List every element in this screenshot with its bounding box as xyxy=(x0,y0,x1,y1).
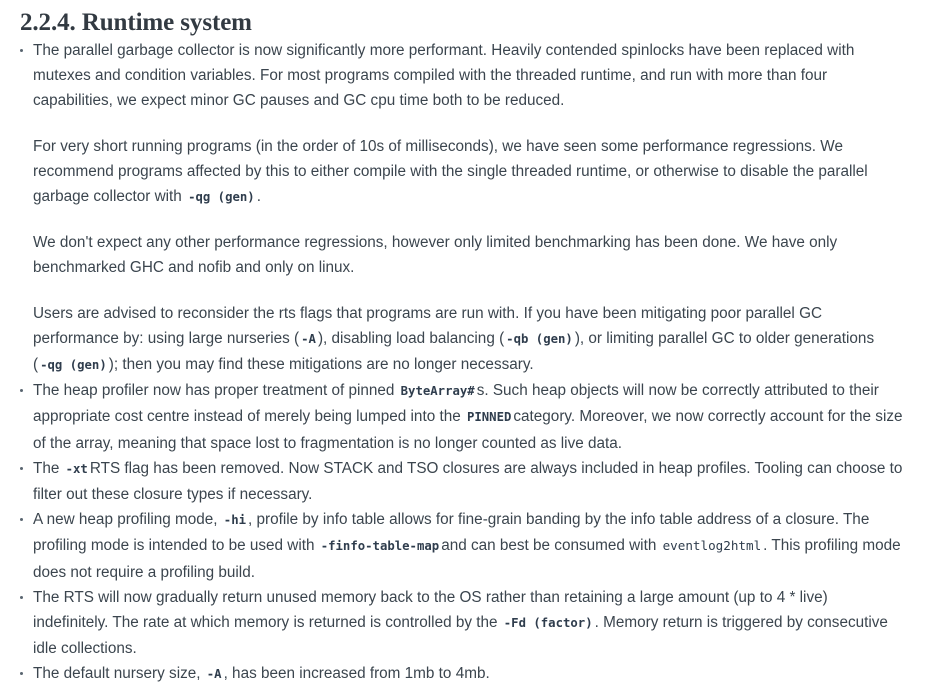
paragraph xyxy=(33,134,905,211)
text-run: , profile by info table allows for fine-grain banding by the info table address of a closure. The profiling mode is intended to be used with xyxy=(33,511,870,555)
inline-code: -xt xyxy=(65,461,88,476)
text-run: The xyxy=(33,459,64,477)
paragraph xyxy=(33,230,905,280)
text-run: , has been increased from 1mb to 4mb. xyxy=(223,665,490,683)
inline-code: ByteArray# xyxy=(400,384,475,399)
paragraph xyxy=(33,378,905,456)
inline-code: -qb (gen) xyxy=(506,331,573,346)
list-item xyxy=(0,507,947,585)
text-run: Users are advised to reconsider the rts flags that programs are run with. If you have been mitigating poor parallel GC performance by: using large nurseries ( xyxy=(33,304,823,347)
list-item xyxy=(0,661,947,687)
text-run: s. Such heap objects will now be correctly attributed to their appropriate cost centre instead of merely being lumped into the xyxy=(33,382,879,426)
text-run: . This profiling mode does not require a profiling build. xyxy=(33,537,901,581)
text-run: . Memory return is triggered by consecutive idle collections. xyxy=(33,614,888,658)
text-run: A new heap profiling mode, xyxy=(33,511,222,529)
paragraph xyxy=(33,661,905,687)
text-run: ); then you may find these mitigations are no longer necessary. xyxy=(108,356,534,374)
paragraph xyxy=(33,301,905,379)
list-item xyxy=(0,456,947,507)
list-item xyxy=(0,38,947,378)
text-run: The parallel garbage collector is now significantly more performant. Heavily contended spinlocks have been replaced with mutexes and condition variables. For most programs compiled with the threaded runtime, and run with more than four capabilities, we expect minor GC pauses and GC cpu time both to be reduced. xyxy=(33,42,855,110)
inline-code: -qg (gen) xyxy=(40,358,107,373)
inline-code: -hi xyxy=(223,513,247,528)
paragraph xyxy=(33,38,905,114)
text-run: RTS flag has been removed. Now STACK and TSO closures are always included in heap profiles. Tooling can choose to filter out these closure types if necessary. xyxy=(33,459,903,504)
text-run: ), disabling load balancing ( xyxy=(317,329,505,347)
text-run: The heap profiler now has proper treatment of pinned xyxy=(33,382,399,400)
list-item xyxy=(0,378,947,456)
text-run: For very short running programs (in the order of 10s of milliseconds), we have seen some performance regressions. We recommend programs affected by this to either compile with the single threaded runtime, or otherwise to disable the parallel garbage collector with xyxy=(33,137,868,206)
paragraph xyxy=(33,456,905,507)
text-run: We don't expect any other performance regressions, however only limited benchmarking has been done. We have only benchmarked GHC and nofib and only on linux. xyxy=(33,234,838,277)
inline-code: eventlog2html xyxy=(662,538,762,554)
paragraph xyxy=(33,585,905,662)
release-notes-list xyxy=(0,38,947,688)
page-title: 2.2.4. Runtime system xyxy=(20,9,252,36)
inline-code: -A xyxy=(301,331,316,346)
list-item xyxy=(0,585,947,662)
inline-code: -finfo-table-map xyxy=(320,539,440,554)
inline-code: -Fd (factor) xyxy=(503,616,593,631)
text-run: The RTS will now gradually return unused memory back to the OS rather than retaining a large amount (up to 4 * live) indefinitely. The rate at which memory is returned is controlled by the xyxy=(33,588,828,632)
inline-code: PINNED xyxy=(466,410,512,425)
text-run: ), or limiting parallel GC to older generations ( xyxy=(33,329,875,374)
text-run: The default nursery size, xyxy=(33,665,205,683)
text-run: . xyxy=(256,188,261,206)
inline-code: -A xyxy=(206,667,222,682)
text-run: category. Moreover, we now correctly account for the size of the array, meaning that space lost to fragmentation is no longer counted as live data. xyxy=(33,408,903,452)
inline-code: -qg (gen) xyxy=(188,190,255,205)
text-run: and can best be consumed with xyxy=(441,537,661,555)
paragraph xyxy=(33,507,905,585)
